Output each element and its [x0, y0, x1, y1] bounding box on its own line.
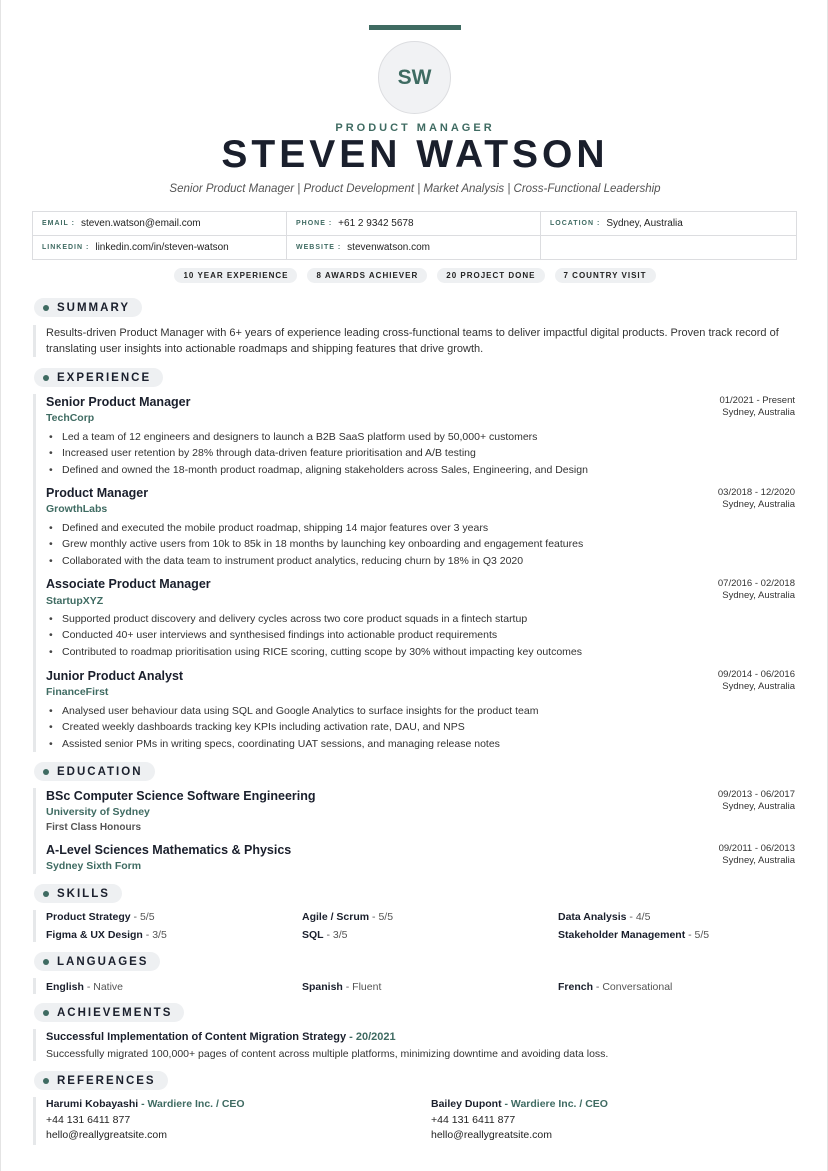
- list-item: • Defined and executed the mobile product roadmap, shipping 14 major features over 3 years: [47, 520, 583, 536]
- school-2: Sydney Sixth Form: [46, 860, 142, 872]
- avatar-initials: SW: [397, 65, 432, 89]
- job-title-1: Senior Product Manager: [46, 395, 191, 409]
- contact-location: [541, 212, 796, 236]
- language-item: English - Native: [46, 981, 124, 993]
- bullet-dot-icon: [43, 1078, 49, 1084]
- section-title: LANGUAGES: [57, 955, 149, 968]
- contact-linkedin: [33, 236, 287, 259]
- list-item: • Created weekly dashboards tracking key KPIs including activation rate, DAU, and NPS: [47, 719, 538, 735]
- job-title-2: Product Manager: [46, 486, 149, 500]
- section-rule: [33, 394, 36, 752]
- contact-table: [32, 211, 797, 260]
- linkedin-label: LINKEDIN :: [42, 244, 90, 251]
- accent-bar: [369, 25, 461, 30]
- job-meta-2: [718, 487, 795, 511]
- list-item: • Assisted senior PMs in writing specs, coordinating UAT sessions, and managing release notes: [47, 736, 538, 752]
- section-heading-languages: [34, 952, 160, 971]
- job-bullets-2: [47, 520, 583, 569]
- job-title-3: Associate Product Manager: [46, 577, 211, 591]
- reference-phone: +44 131 6411 877: [431, 1113, 516, 1126]
- job-dates: 09/2014 - 06/2016: [717, 669, 795, 680]
- job-location: Sydney, Australia: [722, 499, 795, 510]
- section-heading-summary: [34, 298, 142, 317]
- section-rule: [33, 910, 36, 942]
- section-heading-skills: [34, 884, 122, 903]
- section-rule: [33, 978, 36, 994]
- section-heading-education: [34, 762, 155, 781]
- job-dates: 03/2018 - 12/2020: [717, 487, 795, 498]
- language-item: Spanish - Fluent: [302, 981, 382, 993]
- degree-1: BSc Computer Science Software Engineering: [46, 789, 316, 803]
- job-bullets-1: [47, 429, 588, 478]
- job-location: Sydney, Australia: [722, 681, 795, 692]
- website-value[interactable]: stevenwatson.com: [347, 242, 430, 253]
- badge: 7 COUNTRY VISIT: [555, 268, 656, 283]
- achievement-year: - 20/2021: [346, 1031, 396, 1043]
- phone-value: +61 2 9342 5678: [338, 218, 414, 229]
- skill-item: Data Analysis - 4/5: [558, 911, 651, 923]
- list-item: • Led a team of 12 engineers and designers to launch a B2B SaaS platform used by 50,000+ customers: [47, 429, 588, 445]
- contact-website: [287, 236, 541, 259]
- list-item: • Grew monthly active users from 10k to 85k in 18 months by launching key onboarding and engagement features: [47, 536, 583, 552]
- reference-email[interactable]: hello@reallygreatsite.com: [46, 1129, 167, 1141]
- skill-item: SQL - 3/5: [302, 929, 348, 941]
- job-bullets-4: [47, 703, 538, 752]
- location-label: LOCATION :: [550, 220, 601, 227]
- contact-empty-cell: [541, 236, 796, 259]
- section-rule: [33, 1097, 36, 1145]
- skill-item: Product Strategy - 5/5: [46, 911, 155, 923]
- reference-email[interactable]: hello@reallygreatsite.com: [431, 1129, 552, 1141]
- section-title: ACHIEVEMENTS: [57, 1006, 173, 1019]
- section-rule: [33, 325, 36, 357]
- bullet-dot-icon: [43, 769, 49, 775]
- highlight-badges: [1, 268, 828, 283]
- section-title: SKILLS: [57, 887, 110, 900]
- job-location: Sydney, Australia: [722, 590, 795, 601]
- reference-phone: +44 131 6411 877: [46, 1113, 131, 1126]
- website-label: WEBSITE :: [296, 244, 342, 251]
- degree-2: A-Level Sciences Mathematics & Physics: [46, 843, 292, 857]
- contact-phone: [287, 212, 541, 236]
- section-heading-achievements: [34, 1003, 184, 1022]
- skills-grid: [46, 911, 798, 941]
- job-location: Sydney, Australia: [722, 407, 795, 418]
- reference-name: Harumi Kobayashi: [46, 1098, 139, 1110]
- avatar: [378, 41, 451, 114]
- bullet-dot-icon: [43, 1010, 49, 1016]
- section-heading-references: [34, 1071, 168, 1090]
- bullet-dot-icon: [43, 375, 49, 381]
- achievement-text: Successfully migrated 100,000+ pages of content across multiple platforms, minimizing downtime and avoiding data loss.: [46, 1048, 609, 1060]
- edu-location: Sydney, Australia: [722, 855, 795, 866]
- list-item: • Supported product discovery and delivery cycles across two core product squads in a fintech startup: [47, 611, 582, 627]
- skill-item: Figma & UX Design - 3/5: [46, 929, 167, 941]
- edu-dates: 09/2013 - 06/2017: [717, 789, 795, 800]
- section-rule: [33, 1029, 36, 1061]
- email-label: EMAIL :: [42, 220, 75, 227]
- job-bullets-3: [47, 611, 582, 660]
- job-title: PRODUCT MANAGER: [335, 122, 495, 134]
- list-item: • Defined and owned the 18-month product roadmap, aligning stakeholders across Sales, Engineering, and Design: [47, 462, 588, 478]
- edu-location: Sydney, Australia: [722, 801, 795, 812]
- job-dates: 07/2016 - 02/2018: [717, 578, 795, 589]
- job-meta-1: [719, 395, 795, 419]
- bullet-dot-icon: [43, 305, 49, 311]
- edu-dates: 09/2011 - 06/2013: [718, 843, 795, 854]
- list-item: • Increased user retention by 28% through data-driven feature prioritisation and A/B testing: [47, 445, 588, 461]
- skill-item: Agile / Scrum - 5/5: [302, 911, 394, 923]
- languages-grid: [46, 981, 798, 993]
- email-value[interactable]: steven.watson@email.com: [80, 218, 201, 229]
- reference-company: - Wardiere Inc. / CEO: [138, 1098, 245, 1110]
- section-title: REFERENCES: [57, 1074, 156, 1087]
- degree-note-1: First Class Honours: [46, 822, 142, 833]
- list-item: • Collaborated with the data team to instrument product analytics, reducing churn by 18% in Q3 2020: [47, 553, 583, 569]
- list-item: • Contributed to roadmap prioritisation using RICE scoring, cutting scope by 30% without impacting key outcomes: [47, 644, 582, 660]
- edu-meta-2: [719, 843, 795, 867]
- reference-1: [46, 1097, 245, 1144]
- reference-name: Bailey Dupont: [431, 1098, 502, 1110]
- section-heading-experience: [34, 368, 163, 387]
- reference-2: [431, 1097, 608, 1144]
- list-item: • Analysed user behaviour data using SQL and Google Analytics to surface insights for the product team: [47, 703, 538, 719]
- location-value: Sydney, Australia: [606, 218, 683, 229]
- company-2: GrowthLabs: [46, 503, 108, 515]
- section-title: SUMMARY: [57, 301, 130, 314]
- full-name: STEVEN WATSON: [221, 133, 609, 176]
- linkedin-value[interactable]: linkedin.com/in/steven-watson: [95, 242, 229, 253]
- skill-item: Stakeholder Management - 5/5: [558, 929, 710, 941]
- contact-email: [33, 212, 287, 236]
- job-dates: 01/2021 - Present: [719, 395, 795, 406]
- job-title-4: Junior Product Analyst: [46, 669, 184, 683]
- company-4: FinanceFirst: [46, 686, 109, 698]
- job-meta-4: [718, 669, 795, 693]
- company-3: StartupXYZ: [46, 595, 104, 607]
- summary-text: Results-driven Product Manager with 6+ years of experience leading cross-functional teams to deliver impactful digital products. Proven track record of translating user insights into actionable roadmaps and shipping features that drive growth.: [46, 327, 779, 355]
- bullet-dot-icon: [43, 959, 49, 965]
- bullet-dot-icon: [43, 891, 49, 897]
- badge: 20 PROJECT DONE: [437, 268, 544, 283]
- badge: 10 YEAR EXPERIENCE: [174, 268, 297, 283]
- badge: 8 AWARDS ACHIEVER: [307, 268, 427, 283]
- section-title: EDUCATION: [57, 765, 143, 778]
- school-1: University of Sydney: [46, 806, 150, 818]
- section-title: EXPERIENCE: [57, 371, 152, 384]
- company-1: TechCorp: [46, 412, 95, 424]
- job-meta-3: [718, 578, 795, 602]
- language-item: French - Conversational: [558, 981, 673, 993]
- list-item: • Conducted 40+ user interviews and synthesised findings into actionable product requirements: [47, 627, 582, 643]
- tagline: Senior Product Manager | Product Development | Market Analysis | Cross-Functional Leadership: [169, 183, 661, 195]
- achievement-title: Successful Implementation of Content Migration Strategy - 20/2021: [46, 1031, 396, 1043]
- section-rule: [33, 788, 36, 874]
- phone-label: PHONE :: [296, 220, 333, 227]
- edu-meta-1: [718, 789, 795, 813]
- reference-company: - Wardiere Inc. / CEO: [501, 1098, 608, 1110]
